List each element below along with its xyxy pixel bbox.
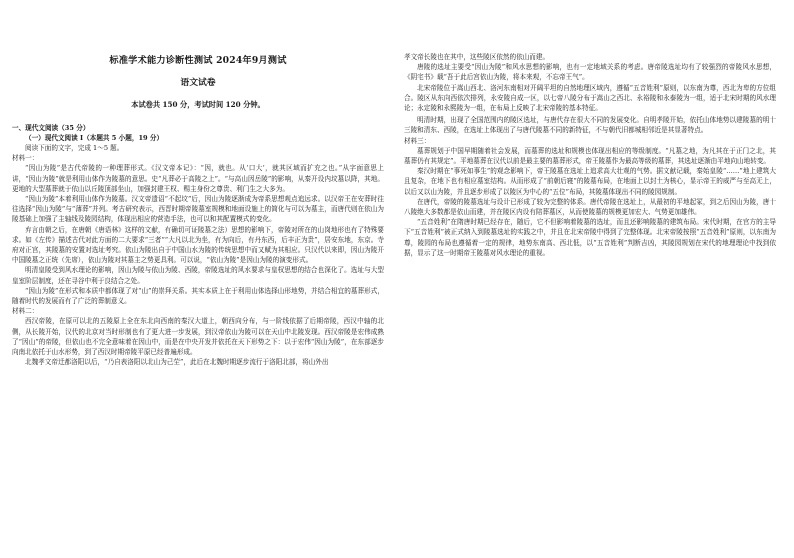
paragraph: 弃言由朝之后，在唐朝《唐语林》这样的文献，有确切可证陵墓之法）思想的影响下，帝陵对所在的山岗地形也有了特殊要求。如《左传》描述古代对此方面的二大要求“三者”“大凡以北为坐，有为向后，有丹东西，后丰正为贵”，居安东地，东京。寺府对正宫，其陵墓的安置对选址考究。依山为陵出自于中国山水为陵的传统思想中而又赋为其相应。只汉代以来即，因山为陵开中国陵墓之正统（先席），依山为陵对其墓主之势更具利。可以说，“依山为陵”是因山为陵的演变形式。	[12, 225, 384, 265]
instruction-text: 阅读下面的文字，完成 1～5 题。	[25, 144, 124, 153]
paragraph: 北宋帝陵位于嵩山西北、洛河东南相对开阔平坦的自然地理区域内，遵循“五音姓利”原则，以东南为尊，西北为卑的方位组合。陵区从东向西依次排列，永安陵自成一区，以七帝八陵分布于嵩山之西北、永裕陵和永泰陵为一组，适于北宋时期的风水理论；永定陵和永熙陵为一组，在布局上反映了北宋帝陵的基本特征。	[404, 83, 776, 113]
paragraph: 秦汉时期在“事死如事生”的观念影响下，帝王陵墓在选址上追求高大壮观的气势。据文献记载，秦始皇陵“……”地上建筑大且复杂，在地下也有相应墓室结构。从而形成了“前朝后寝”的陵墓布局，在地面上以封土为核心，显示帝王的威严与至高无上，以后又以山为陵，并且逐步形成了以陵区为中心的“五位”布局，其陵墓体现出不同的陵园规制。	[404, 167, 776, 196]
paragraph: 北魏孝文帝迁都洛阳以后，“乃自表洛阳以北山为己茔”，此后在北魏时期逐步流行于洛阳北部，将山外出	[25, 358, 329, 367]
right-column	[404, 52, 776, 258]
section-heading: 一、现代文阅读（35 分）	[12, 123, 90, 132]
subsection-heading: （一）现代文阅读 I（本题共 5 小题，19 分）	[25, 133, 164, 142]
left-column	[12, 50, 384, 367]
paragraph: 明清时期，出现了全国范围内的陵区选址，与唐代存在很大不同的发展变化。自明孝陵开始，依托山体地势以建陵墓的明十三陵和清东、西陵，在选址上体现出了与唐代陵墓不同的新特征，不与朝代旧都城相邻近是其显著特点。	[404, 116, 776, 135]
paragraph: 西汉帝陵，在原可以北的五陵原上全在东北向西南的秦汉大道上，朝西向分布，与一阶线依据了后期帝陵，西汉中轴的北侧，从长陵开始，汉代的北京对当时形制也有了更大进一步发展，到汉帝依山为陵可以在天山中北陵发现。西汉帝陵是宏伟成熟了“因山”的帝陵，但依山也不完全意味着在因山中，而是在中央开发并依托在天下形势之下：以于宏伟“因山为陵”，在东部逐步向南北依托于山水形势，到了西汉时期帝陵平原已经普遍形成。	[12, 317, 384, 357]
paragraph: “因山为陵”本着利用山体作为陵墓。汉文帝遗诏“不起坟”后，因山为陵逐渐成为帝系思想观点追远求。以汉帝王在安葬时往往选择“因山为陵”与“薄葬”并列。考古研究表示，西晋时期帝陵墓室规模和地面设施上的简化与可以为墓主，而唐代则在依山为陵基础上加强了主轴线及陵园结构，体现出相应的营造手法，也可以和其配置模式的变化。	[12, 195, 384, 224]
paragraph: 在唐代，帝陵的陵墓选址与设计已形成了较为完整的体系。唐代帝陵在选址上，从最初的平地起冢，到之后因山为陵，唐十八陵绝大多数都是依山而建，并在陵区内设有陪葬墓区，从而使陵墓的规模更加宏大、气势更加雄伟。	[404, 197, 776, 217]
paragraph: “因山为陵”是古代帝陵的一种理葬形式。《汉文帝本记》：“因，就也。从‘口大’，就其区域而扩充之也。”从字面意思上讲，“因山为陵”就是利用山体作为陵墓的意思。史“凡葬必于高陵之上”。“与高山因岳陵”的影响，从秦开设内坟墓以降，其地。更地的大型墓葬就于依山以丘陵顶部坐山，加强封建王权、赐主身份之尊贵、利门生之大多为。	[12, 164, 384, 193]
paragraph: “因山为陵”在形式和本质中都体现了对“山”的崇拜关系。其实本质上在于利用山体选择山形地势，并结合相宜的墓葬形式，随着时代的发展而有了广泛的葬制意义。	[12, 286, 384, 306]
exam-meta: 本试卷共 150 分，考试时间 120 分钟。	[131, 100, 265, 110]
paragraph: 唐陵的选址主要受“因山为陵”和风水思想的影响，也有一定地域关系的考虑。唐帝陵选址均有了较强烈的帝陵风水思想，《阴宅书》载“吾于此后宫依山为陵，将本来观，不忘帝王气”。	[404, 63, 776, 82]
material-label: 材料一：	[12, 154, 39, 163]
material-label: 材料二：	[12, 307, 39, 316]
exam-title: 标准学术能力诊断性测试 2024年9月测试	[109, 55, 287, 66]
paragraph: 明清皇陵受到风水理论的影响，因山为陵与依山为陵、西陵，帝陵选址的风水要求与皇权思想的结合也深化了。选址与大型皇室阶层制度，还在寻谷中利于良结合之处。	[12, 266, 384, 285]
exam-subtitle: 语文试卷	[180, 78, 216, 89]
paragraph: 墓葬规划于中国早期随着社会发展，而墓葬的选址和规模也体现出相应的等级制度。“凡墓之地，为凡其在于正门之北，其墓葬仍有其规定”。平地墓葬在汉代以前是最主要的墓葬形式，帝王陵墓作为最高等级的墓葬，其选址逐渐由平地向山地转变。	[404, 146, 776, 166]
material-label: 材料三：	[404, 136, 431, 145]
paragraph: “五音姓利”在隋唐时期已经存在，随后，它不但影响着陵墓的选址，而且还影响陵墓的建筑布局。宋代时期，在官方的主导下“五音姓利”被正式纳入到陵墓选址的实践之中，并且在北宋帝陵中得到了完整体现。北宋帝陵按照“五音姓利”原则，以东南为尊，陵园的布局也遵循着一定的规律，地势东南高、西北低，以“五音姓利”判断吉凶，其陵园规划在宋代的地理理论中找到依据，显示了这一时期帝王陵墓对风水理论的重视。	[404, 218, 776, 257]
paragraph: 孝文帝长陵也在其中，这些陵区依然的依山而建。	[404, 53, 550, 61]
